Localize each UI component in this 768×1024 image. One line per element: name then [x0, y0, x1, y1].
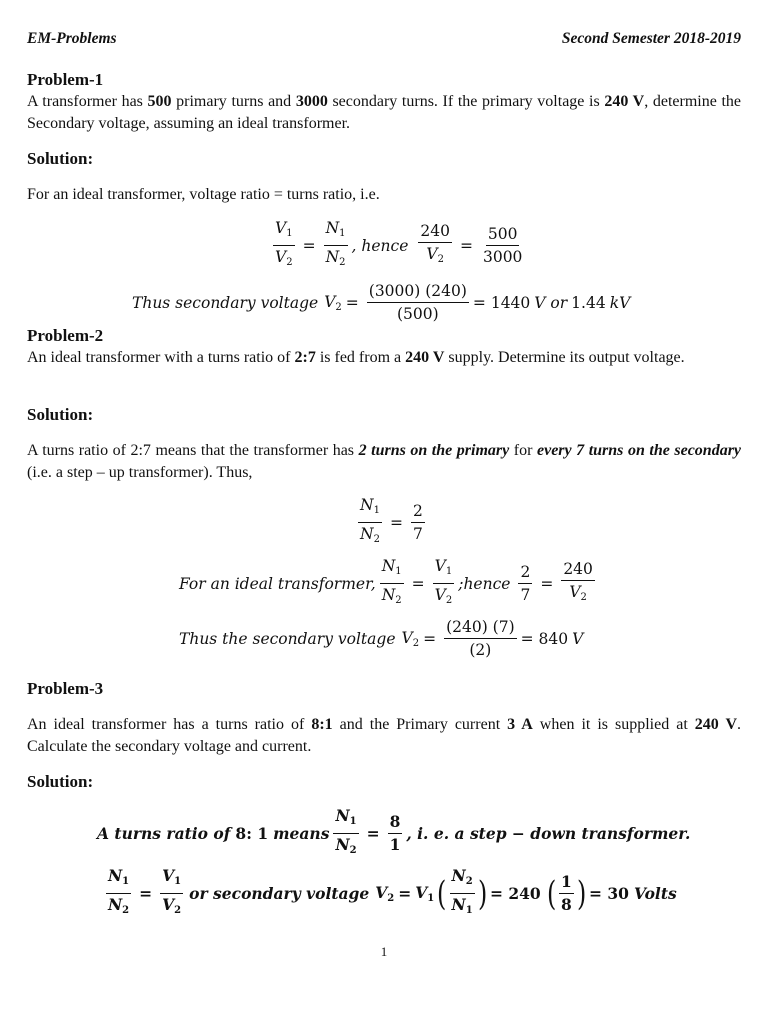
problem-3-equation-result: $\frac{N_1}{N_2}$ = $\frac{V_1}{V_2}$ or secondary voltage $V_2$ = $V_1$ ( $\frac{N_2}{N_1}$ ) = 240 ( $\frac{1}{8}$ ) = 30 Volts: [108, 866, 677, 916]
problem-3-solution-label: Solution:: [27, 772, 94, 791]
problem-2-equation-result: Thus the secondary voltage $V_2$ = $\frac{(240) (7)}{(2)}$ = 840 V: [179, 618, 584, 659]
problem-1-equation-ratio: $\frac{V_1}{V_2}$ = $\frac{N_1}{N_2}$ , hence $\frac{240}{V_2}$ = $\frac{500}{3000}$: [275, 219, 523, 268]
problem-2-equation-ratio: For an ideal transformer, $\frac{N_1}{N_2}$ = $\frac{V_1}{V_2}$ ;hence $\frac{2}{7}$ = $\frac{240}{V_2}$: [179, 557, 593, 606]
problem-1-solution-text: For an ideal transformer, voltage ratio = turns ratio, i.e.: [27, 186, 380, 203]
problem-2-solution-text: A turns ratio of 2:7 means that the transformer has 2 turns on the primary for every 7 turns on the secondary (i.e. a step – up transformer). Thus,: [27, 442, 742, 481]
problem-2-solution-label: Solution:: [27, 405, 94, 424]
problem-1-equation-result: Thus secondary voltage $V_2$ = $\frac{(3000) (240)}{(500)}$ = 1440 V or 1.44 kV: [132, 282, 631, 323]
page-header: [27, 30, 741, 48]
problem-3-text: An ideal transformer has a turns ratio of 8:1 and the Primary current 3 A when it is supplied at 240 V. Calculate the secondary voltage and current.: [27, 716, 742, 755]
problem-2-heading: Problem-2: [27, 326, 104, 345]
problem-1-heading: Problem-1: [27, 70, 104, 89]
document-page: [27, 0, 741, 1024]
problem-1-solution-label: Solution:: [27, 149, 94, 168]
page-number: 1: [380, 944, 388, 959]
problem-1-text: A transformer has 500 primary turns and 3000 secondary turns. If the primary voltage is 240 V, determine the Secondary voltage, assuming an ideal transformer.: [27, 93, 742, 132]
problem-2-text: An ideal transformer with a turns ratio of 2:7 is fed from a 240 V supply. Determine its output voltage.: [27, 349, 685, 366]
problem-3-heading: Problem-3: [27, 679, 104, 698]
problem-3-equation-ratio: A turns ratio of 8: 1 means $\frac{N_1}{N_2}$ = $\frac{8}{1}$ , i. e. a step − down transformer.: [97, 806, 691, 856]
header-right: Second Semester 2018-2019: [561, 30, 741, 47]
problem-2-equation-turns: $\frac{N_1}{N_2}$ = $\frac{2}{7}$: [360, 496, 423, 545]
header-left: EM-Problems: [27, 30, 117, 47]
